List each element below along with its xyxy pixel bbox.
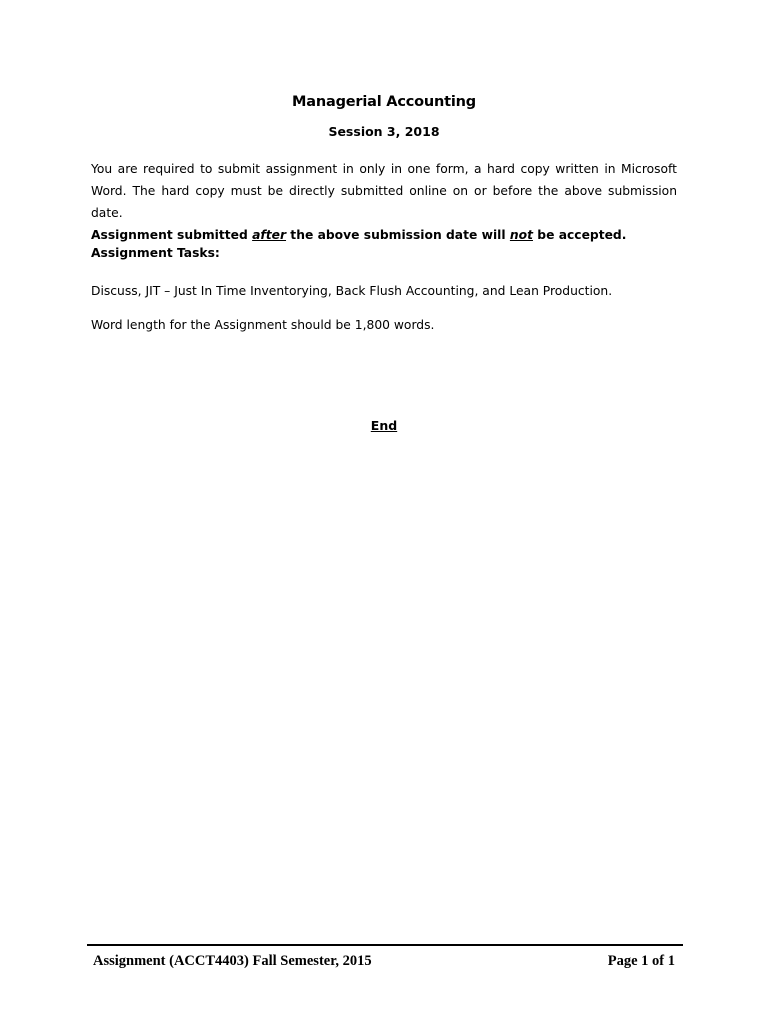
warning-text-3: be accepted. bbox=[532, 228, 627, 242]
intro-line-2: Word. The hard copy must be directly submitted online on or before the above submission date. bbox=[91, 184, 677, 220]
end-marker: End bbox=[370, 418, 398, 433]
word-length-requirement: Word length for the Assignment should be 1,800 words. bbox=[91, 318, 435, 332]
task-description: Discuss, JIT – Just In Time Inventorying, Back Flush Accounting, and Lean Production. bbox=[91, 284, 613, 298]
emphasis-not: not bbox=[509, 228, 533, 242]
warning-text-2: the above submission date will bbox=[286, 228, 510, 242]
footer-divider bbox=[87, 944, 683, 946]
footer-assignment-label: Assignment (ACCT4403) Fall Semester, 2015 bbox=[93, 953, 372, 969]
intro-paragraph bbox=[91, 158, 677, 246]
emphasis-after: after bbox=[252, 228, 287, 242]
footer-page-number: Page 1 of 1 bbox=[607, 953, 675, 969]
session-subtitle: Session 3, 2018 bbox=[328, 124, 440, 139]
warning-text-1: Assignment submitted bbox=[91, 228, 253, 242]
tasks-heading: Assignment Tasks: bbox=[91, 246, 220, 260]
intro-line-1: You are required to submit assignment in only in one form, a hard copy written in Microsoft bbox=[91, 162, 677, 176]
document-title: Managerial Accounting bbox=[292, 94, 476, 110]
